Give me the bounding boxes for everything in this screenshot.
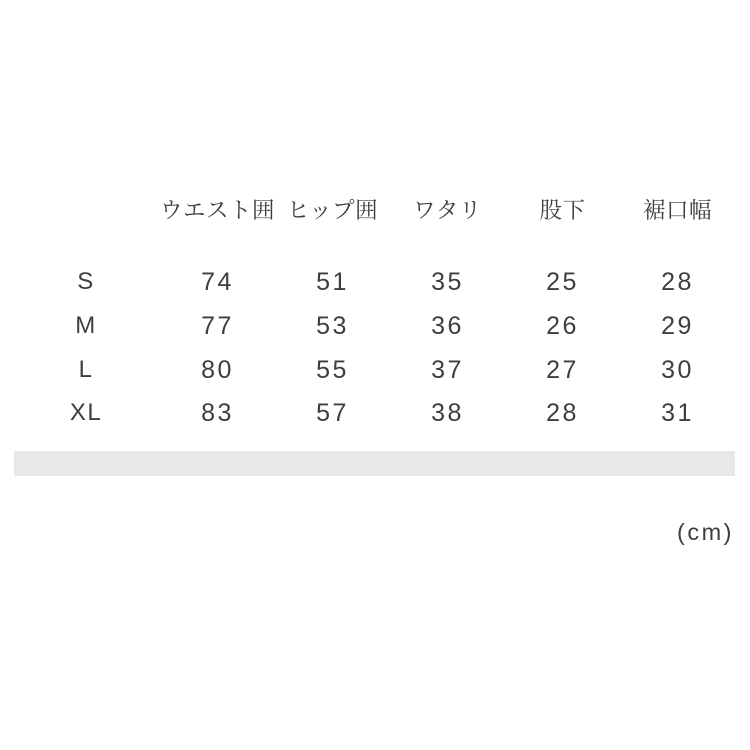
cell-s-hip: 51	[316, 268, 349, 296]
cell-l-inseam: 27	[546, 356, 579, 384]
cell-l-thigh: 37	[431, 356, 464, 384]
table-row-l	[0, 357, 735, 383]
column-header-hip: ヒップ囲	[286, 198, 379, 223]
cell-s-waist: 74	[201, 268, 234, 296]
size-chart-header-row	[0, 198, 735, 224]
unit-label: (cm)	[677, 519, 734, 545]
cell-xl-waist: 83	[201, 399, 234, 427]
row-label-m: M	[75, 312, 97, 339]
cell-m-hip: 53	[316, 312, 349, 340]
cell-m-thigh: 36	[431, 312, 464, 340]
divider-bar	[14, 451, 735, 476]
row-label-xl: XL	[69, 399, 103, 426]
table-row-xl	[0, 400, 735, 426]
cell-xl-inseam: 28	[546, 399, 579, 427]
cell-s-inseam: 25	[546, 268, 579, 296]
row-label-l: L	[78, 356, 94, 383]
column-header-waist: ウエスト囲	[160, 198, 276, 223]
column-header-thigh: ワタリ	[413, 198, 482, 223]
row-label-s: S	[77, 268, 95, 295]
cell-l-waist: 80	[201, 356, 234, 384]
cell-xl-thigh: 38	[431, 399, 464, 427]
table-row-m	[0, 313, 735, 339]
cell-m-inseam: 26	[546, 312, 579, 340]
table-row-s	[0, 269, 735, 295]
cell-m-waist: 77	[201, 312, 234, 340]
cell-m-hem-width: 29	[661, 312, 694, 340]
cell-s-hem-width: 28	[661, 268, 694, 296]
cell-s-thigh: 35	[431, 268, 464, 296]
cell-l-hem-width: 30	[661, 356, 694, 384]
cell-l-hip: 55	[316, 356, 349, 384]
cell-xl-hem-width: 31	[661, 399, 694, 427]
column-header-hem-width: 裾口幅	[642, 198, 712, 223]
column-header-inseam: 股下	[539, 198, 586, 223]
cell-xl-hip: 57	[316, 399, 349, 427]
